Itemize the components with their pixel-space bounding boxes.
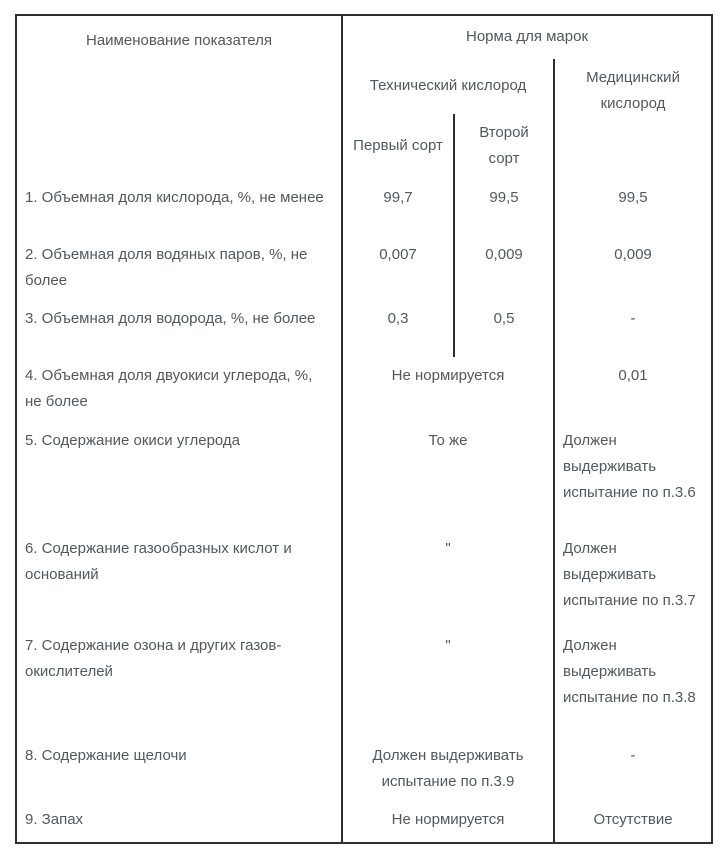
- row-medical-value: Отсутствие: [554, 801, 712, 843]
- table-row: [16, 627, 712, 737]
- row-first-grade-value: 0,3: [342, 300, 454, 357]
- row-technical-value: Должен выдерживать испытание по п.3.9: [342, 737, 554, 802]
- row-indicator: 9. Запах: [16, 801, 342, 843]
- row-indicator: 5. Содержание окиси углерода: [16, 422, 342, 530]
- row-medical-value: 0,009: [554, 236, 712, 301]
- row-second-grade-value: 99,5: [454, 179, 554, 236]
- table-row: [16, 236, 712, 301]
- table-row: [16, 357, 712, 422]
- row-technical-value: Не нормируется: [342, 801, 554, 843]
- oxygen-spec-table: [15, 14, 713, 844]
- row-indicator: 2. Объемная доля водяных паров, %, не более: [16, 236, 342, 301]
- row-first-grade-value: 99,7: [342, 179, 454, 236]
- table-row: [16, 300, 712, 357]
- header-cell-norm: Норма для марок: [342, 15, 712, 59]
- header-cell-first-grade: Первый сорт: [342, 114, 454, 179]
- header-row-1: [16, 15, 712, 59]
- header-cell-second-grade: Второй сорт: [454, 114, 554, 179]
- row-first-grade-value: 0,007: [342, 236, 454, 301]
- header-cell-medical: Медицинский кислород: [554, 59, 712, 179]
- row-medical-value: Должен выдерживать испытание по п.3.6: [554, 422, 712, 530]
- row-medical-value: -: [554, 737, 712, 802]
- header-cell-technical: Технический кислород: [342, 59, 554, 114]
- row-technical-value: Не нормируется: [342, 357, 554, 422]
- table-row: [16, 179, 712, 236]
- row-technical-value: ": [342, 530, 554, 627]
- row-medical-value: 99,5: [554, 179, 712, 236]
- row-technical-value: То же: [342, 422, 554, 530]
- table-row: [16, 530, 712, 627]
- table-row: [16, 801, 712, 843]
- table-row: [16, 422, 712, 530]
- row-medical-value: 0,01: [554, 357, 712, 422]
- row-medical-value: Должен выдерживать испытание по п.3.7: [554, 530, 712, 627]
- header-cell-indicator: Наименование показателя: [16, 15, 342, 179]
- row-second-grade-value: 0,5: [454, 300, 554, 357]
- row-indicator: 1. Объемная доля кислорода, %, не менее: [16, 179, 342, 236]
- row-medical-value: -: [554, 300, 712, 357]
- row-indicator: 8. Содержание щелочи: [16, 737, 342, 802]
- row-indicator: 4. Объемная доля двуокиси углерода, %, не более: [16, 357, 342, 422]
- row-indicator: 3. Объемная доля водорода, %, не более: [16, 300, 342, 357]
- row-medical-value: Должен выдерживать испытание по п.3.8: [554, 627, 712, 737]
- table-row: [16, 737, 712, 802]
- row-technical-value: ": [342, 627, 554, 737]
- row-indicator: 7. Содержание озона и других газов-окислителей: [16, 627, 342, 737]
- row-indicator: 6. Содержание газообразных кислот и оснований: [16, 530, 342, 627]
- row-second-grade-value: 0,009: [454, 236, 554, 301]
